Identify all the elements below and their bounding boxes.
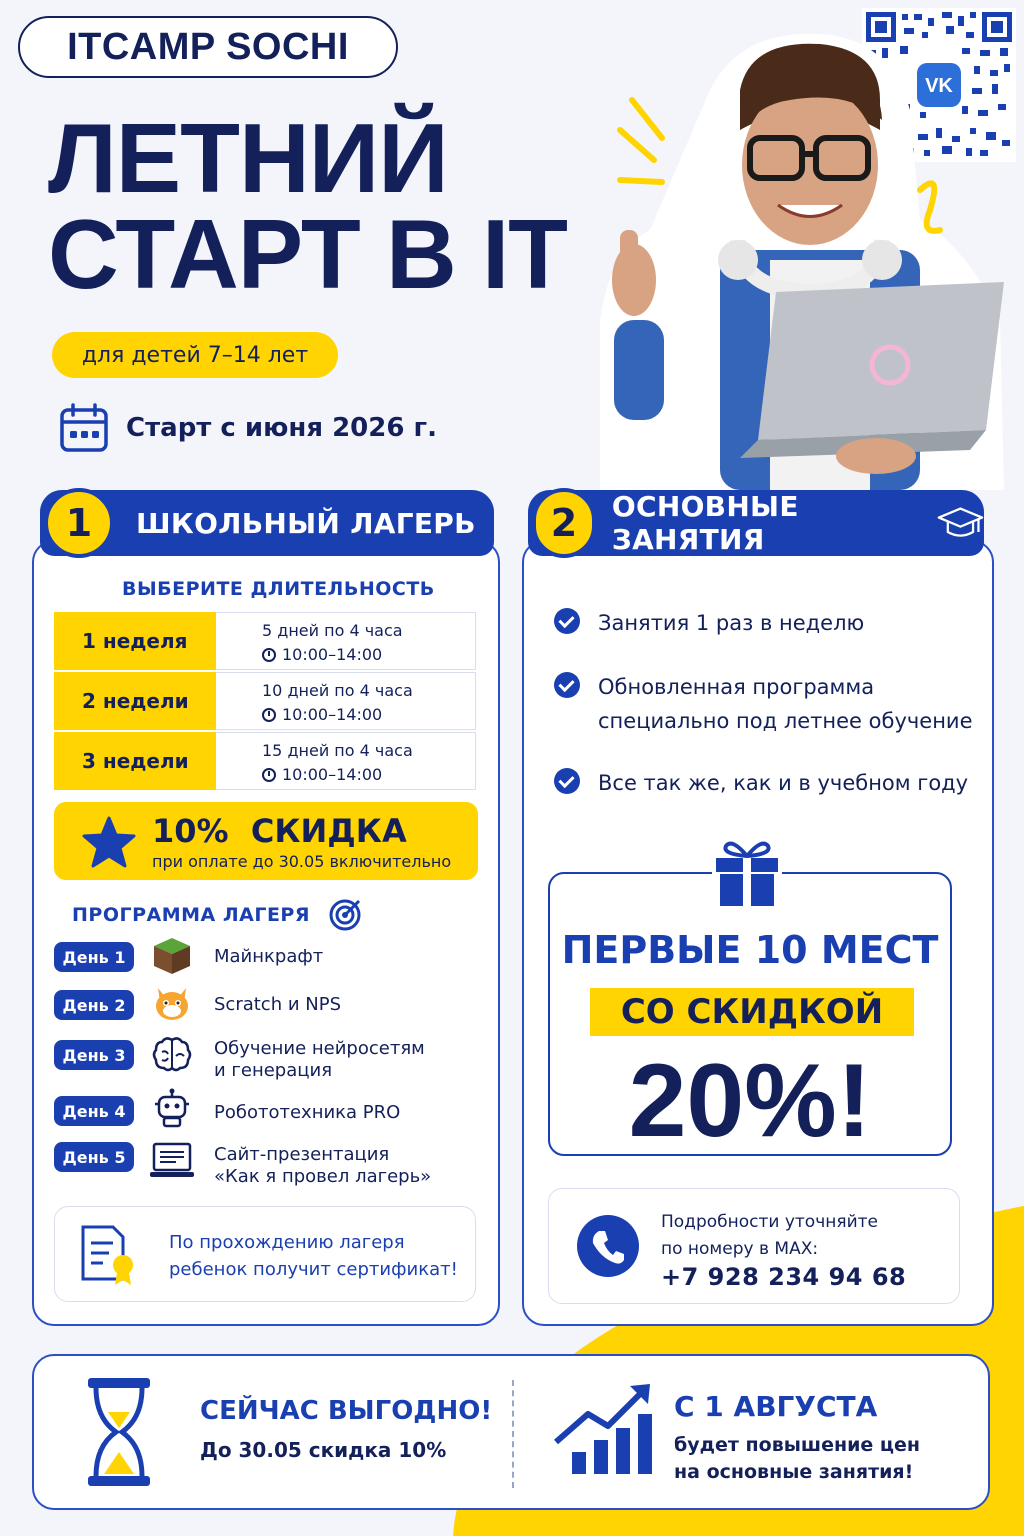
day-1-badge: День 1 [54, 942, 134, 972]
day-1-text: Майнкрафт [214, 946, 324, 967]
bullet-text-3: Все так же, как и в учебном году [598, 771, 969, 795]
duration-details [216, 612, 476, 670]
clock-icon [262, 768, 276, 782]
day-4-badge: День 4 [54, 1096, 134, 1126]
duration-time: 10:00–14:00 [282, 705, 383, 724]
bottom-info-bar [32, 1354, 990, 1510]
hourglass-icon [86, 1376, 152, 1488]
duration-time: 10:00–14:00 [282, 765, 383, 784]
duration-days: 5 дней по 4 часа [262, 621, 403, 640]
headline-line-1: ЛЕТНИЙ [48, 103, 448, 213]
bullet-text-1: Занятия 1 раз в неделю [598, 611, 865, 635]
duration-option-1-week[interactable] [54, 612, 476, 670]
duration-option-2-weeks[interactable] [54, 672, 476, 730]
page-title [48, 103, 568, 309]
day-3-line-1: Обучение нейросетям [214, 1038, 425, 1059]
day-5-line-2: «Как я провел лагерь» [214, 1166, 432, 1187]
robot-icon [150, 1088, 194, 1128]
bullet-text-2 [598, 670, 973, 738]
target-icon [328, 898, 362, 932]
start-date-text: Старт с июня 2026 г. [126, 413, 437, 443]
day-5-line-1: Сайт-презентация [214, 1144, 390, 1165]
promo-with-discount: СО СКИДКОЙ [590, 988, 914, 1036]
duration-name: 1 неделя [54, 612, 216, 670]
promo-box [548, 872, 952, 1159]
laptop-presentation-icon [150, 1140, 194, 1180]
program-header [72, 898, 362, 932]
laptop-icon [740, 282, 1004, 458]
card-number-1: 1 [44, 488, 114, 558]
contact-text [661, 1209, 878, 1263]
brain-icon [150, 1034, 194, 1074]
bullet-item-3 [554, 766, 968, 800]
duration-days: 15 дней по 4 часа [262, 741, 413, 760]
discount-banner [54, 802, 478, 880]
school-camp-header [40, 490, 494, 556]
graduation-cap-icon [937, 503, 984, 543]
day-2-text: Scratch и NPS [214, 994, 342, 1015]
day-4-text: Робототехника PRO [214, 1102, 401, 1123]
star-icon [82, 816, 136, 868]
certificate-line-2: ребенок получит сертификат! [169, 1259, 458, 1280]
discount-title: 10% СКИДКА [152, 812, 407, 850]
scratch-cat-icon [150, 984, 194, 1024]
duration-table [54, 612, 476, 792]
clock-icon [262, 648, 276, 662]
school-camp-title: ШКОЛЬНЫЙ ЛАГЕРЬ [136, 506, 476, 540]
svg-text:VK: VK [925, 75, 953, 97]
bullet-2-line-2: специально под летнее обучение [598, 709, 973, 733]
phone-icon [577, 1215, 639, 1277]
check-icon [554, 768, 580, 794]
clock-icon [262, 708, 276, 722]
main-classes-header [528, 490, 984, 556]
duration-details [216, 672, 476, 730]
day-5-badge: День 5 [54, 1142, 134, 1172]
age-badge: для детей 7–14 лет [52, 332, 338, 378]
day-3-badge: День 3 [54, 1040, 134, 1070]
promo-percent: 20%! [628, 1043, 872, 1159]
hero-illustration [590, 20, 1010, 490]
headline-line-2: СТАРТ В IT [48, 199, 568, 309]
day-5-text [214, 1144, 431, 1188]
contact-phone-number[interactable]: +7 928 234 94 68 [661, 1263, 907, 1291]
contact-line-1: Подробности уточняйте [661, 1212, 878, 1232]
discount-subtitle: при оплате до 30.05 включительно [152, 852, 452, 871]
duration-days: 10 дней по 4 часа [262, 681, 413, 700]
duration-option-3-weeks[interactable] [54, 732, 476, 790]
start-date-row [58, 402, 437, 454]
from-august-title: С 1 АВГУСТА [674, 1390, 878, 1423]
from-august-line-1: будет повышение цен [674, 1434, 920, 1456]
check-icon [554, 672, 580, 698]
duration-details [216, 732, 476, 790]
divider [512, 1380, 514, 1488]
certificate-line-1: По прохождению лагеря [169, 1232, 405, 1253]
program-label: ПРОГРАММА ЛАГЕРЯ [72, 904, 310, 926]
certificate-text [169, 1229, 458, 1283]
growth-chart-icon [554, 1382, 654, 1478]
duration-time: 10:00–14:00 [282, 645, 383, 664]
certificate-note [54, 1206, 476, 1302]
contact-box[interactable] [548, 1188, 960, 1304]
bullet-2-line-1: Обновленная программа [598, 675, 875, 699]
check-icon [554, 608, 580, 634]
card-number-2: 2 [532, 488, 596, 558]
day-2-badge: День 2 [54, 990, 134, 1020]
from-august-text [674, 1432, 920, 1486]
contact-line-2: по номеру в MAX: [661, 1239, 819, 1259]
bullet-item-2 [554, 670, 973, 738]
certificate-icon [79, 1223, 139, 1287]
calendar-icon [58, 402, 110, 454]
duration-label: ВЫБЕРИТЕ ДЛИТЕЛЬНОСТЬ [122, 578, 435, 600]
minecraft-block-icon [150, 936, 194, 976]
duration-name: 2 недели [54, 672, 216, 730]
gift-icon [712, 836, 782, 908]
day-3-line-2: и генерация [214, 1060, 333, 1081]
day-3-text [214, 1038, 425, 1082]
brand-logo: ITCAMP SOCHI [18, 16, 398, 78]
main-classes-title: ОСНОВНЫЕ ЗАНЯТИЯ [611, 490, 799, 556]
now-profitable-title: СЕЙЧАС ВЫГОДНО! [200, 1396, 493, 1426]
bullet-item-1 [554, 606, 864, 640]
now-profitable-subtitle: До 30.05 скидка 10% [200, 1438, 447, 1462]
promo-first-places: ПЕРВЫЕ 10 МЕСТ [561, 928, 939, 972]
from-august-line-2: на основные занятия! [674, 1461, 914, 1483]
duration-name: 3 недели [54, 732, 216, 790]
